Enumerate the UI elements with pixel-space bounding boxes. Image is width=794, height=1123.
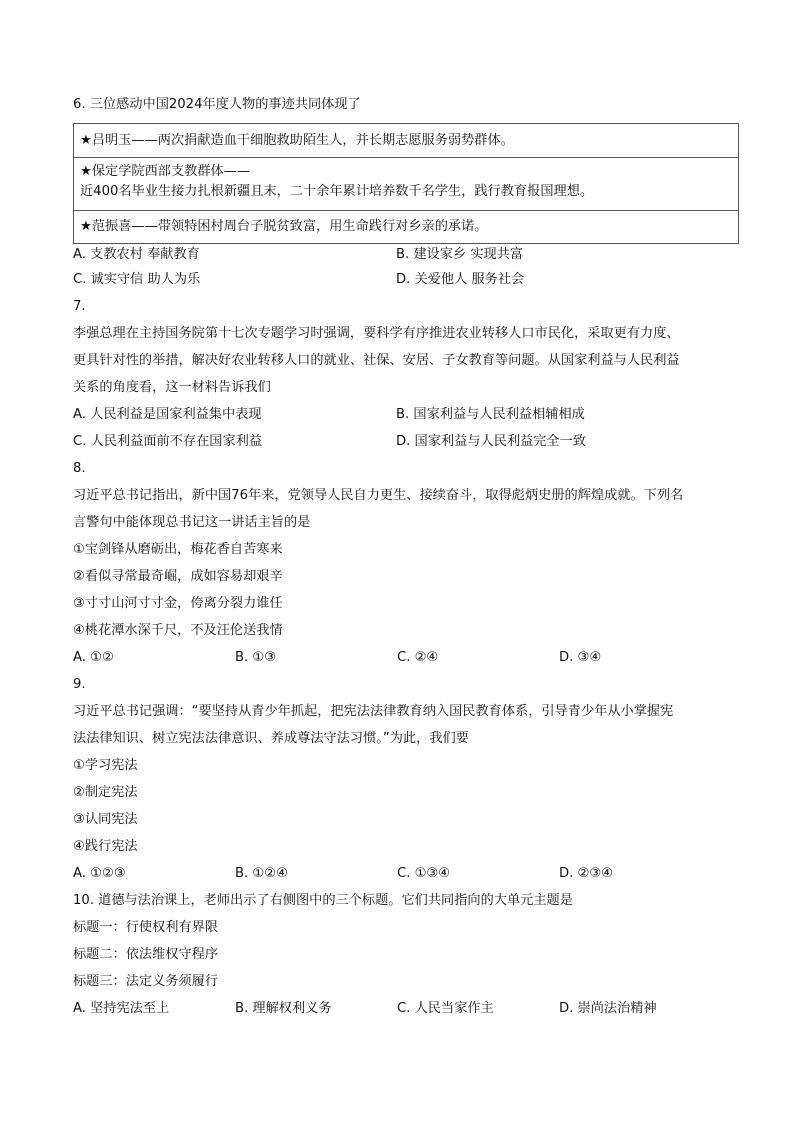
q10-option-c[interactable]: C. 人民当家作主	[397, 1001, 494, 1016]
q7-stem-line-3: 关系的角度看，这一材料告诉我们	[73, 380, 271, 395]
q8-option-d[interactable]: D. ③④	[559, 650, 602, 665]
q10-options	[73, 995, 739, 1022]
q8-number: 8.	[73, 461, 86, 476]
q6-material-row-2-heading: ★保定学院西部支教群体——	[80, 164, 251, 179]
q10-option-a[interactable]: A. 坚持宪法至上	[73, 1001, 170, 1016]
q8-item-1: ①宝剑锋从磨砺出，梅花香自苦寒来	[73, 542, 283, 557]
q6-option-c[interactable]: C. 诚实守信 助人为乐	[73, 272, 201, 287]
q8-option-c[interactable]: C. ②④	[397, 650, 439, 665]
q8-item-4: ④桃花潭水深千尺，不及汪伦送我情	[73, 623, 283, 638]
q9-item-4: ④践行宪法	[73, 839, 138, 854]
q10-title: 10. 道德与法治课上，老师出示了右侧图中的三个标题。它们共同指向的大单元主题是	[73, 893, 573, 908]
q10-option-d[interactable]: D. 崇尚法治精神	[559, 1001, 657, 1016]
q8-item-2: ②看似寻常最奇崛，成如容易却艰辛	[73, 569, 283, 584]
q6-material-row-2	[74, 158, 738, 211]
q6-option-d[interactable]: D. 关爱他人 服务社会	[396, 272, 525, 287]
exam-page	[73, 94, 739, 1022]
q10-option-b[interactable]: B. 理解权利义务	[235, 1001, 332, 1016]
q6-title: 6. 三位感动中国2024年度人物的事迹共同体现了	[73, 97, 361, 112]
q8-stem-line-1: 习近平总书记指出，新中国76年来，党领导人民自力更生、接续奋斗，取得彪炳史册的辉煌成就。下列名	[73, 488, 684, 503]
q6-options-row-2	[73, 266, 739, 293]
q9-option-c[interactable]: C. ①③④	[397, 866, 451, 881]
q9-number: 9.	[73, 677, 86, 692]
q9-option-b[interactable]: B. ①②④	[235, 866, 288, 881]
q9-option-a[interactable]: A. ①②③	[73, 866, 126, 881]
q8-item-3: ③寸寸山河寸寸金，侉离分裂力谁任	[73, 596, 283, 611]
q7-stem-line-1: 李强总理在主持国务院第十七次专题学习时强调，要科学有序推进农业转移人口市民化，采取更有力度、	[73, 326, 680, 341]
q7-options-row-1	[73, 401, 739, 428]
q10-item-1: 标题一：行使权利有界限	[73, 920, 219, 935]
q9-options	[73, 860, 739, 887]
q10-item-2: 标题二：依法维权守程序	[73, 947, 219, 962]
q9-item-1: ①学习宪法	[73, 758, 138, 773]
q6-material-row-1: ★吕明玉——两次捐献造血干细胞救助陌生人，并长期志愿服务弱势群体。	[74, 124, 738, 158]
q7-option-b[interactable]: B. 国家利益与人民利益相辅相成	[396, 407, 585, 422]
q8-stem-line-2: 言警句中能体现总书记这一讲话主旨的是	[73, 515, 311, 530]
q6-material-table	[73, 123, 739, 244]
q9-option-d[interactable]: D. ②③④	[559, 866, 614, 881]
q7-option-a[interactable]: A. 人民利益是国家利益集中表现	[73, 407, 262, 422]
q7-number: 7.	[73, 299, 86, 314]
q6-option-b[interactable]: B. 建设家乡 实现共富	[396, 247, 524, 262]
q6-option-a[interactable]: A. 支教农村 奉献教育	[73, 247, 200, 262]
q9-item-3: ③认同宪法	[73, 812, 138, 827]
q10-item-3: 标题三：法定义务须履行	[73, 974, 219, 989]
q7-option-d[interactable]: D. 国家利益与人民利益完全一致	[396, 434, 586, 449]
q6-material-row-3: ★范振喜——带领特困村周台子脱贫致富，用生命践行对乡亲的承诺。	[80, 219, 488, 234]
q9-item-2: ②制定宪法	[73, 785, 138, 800]
q7-option-c[interactable]: C. 人民利益面前不存在国家利益	[73, 434, 263, 449]
q8-options	[73, 644, 739, 671]
q8-option-a[interactable]: A. ①②	[73, 650, 114, 665]
q9-stem-line-2: 法法律知识、树立宪法法律意识、养成尊法守法习惯。”为此，我们要	[73, 731, 469, 746]
q6-material-row-2-body: 近400名毕业生接力扎根新疆且末，二十余年累计培养数千名学生，践行教育报国理想。	[80, 184, 594, 199]
q7-stem-line-2: 更具针对性的举措，解决好农业转移人口的就业、社保、安居、子女教育等问题。从国家利益与人民利益	[73, 353, 680, 368]
q8-option-b[interactable]: B. ①③	[235, 650, 277, 665]
q6-options-row-1	[73, 244, 739, 266]
q7-options-row-2	[73, 428, 739, 455]
q9-stem-line-1: 习近平总书记强调：“要坚持从青少年抓起，把宪法法律教育纳入国民教育体系，引导青少年从小掌握宪	[73, 704, 674, 719]
